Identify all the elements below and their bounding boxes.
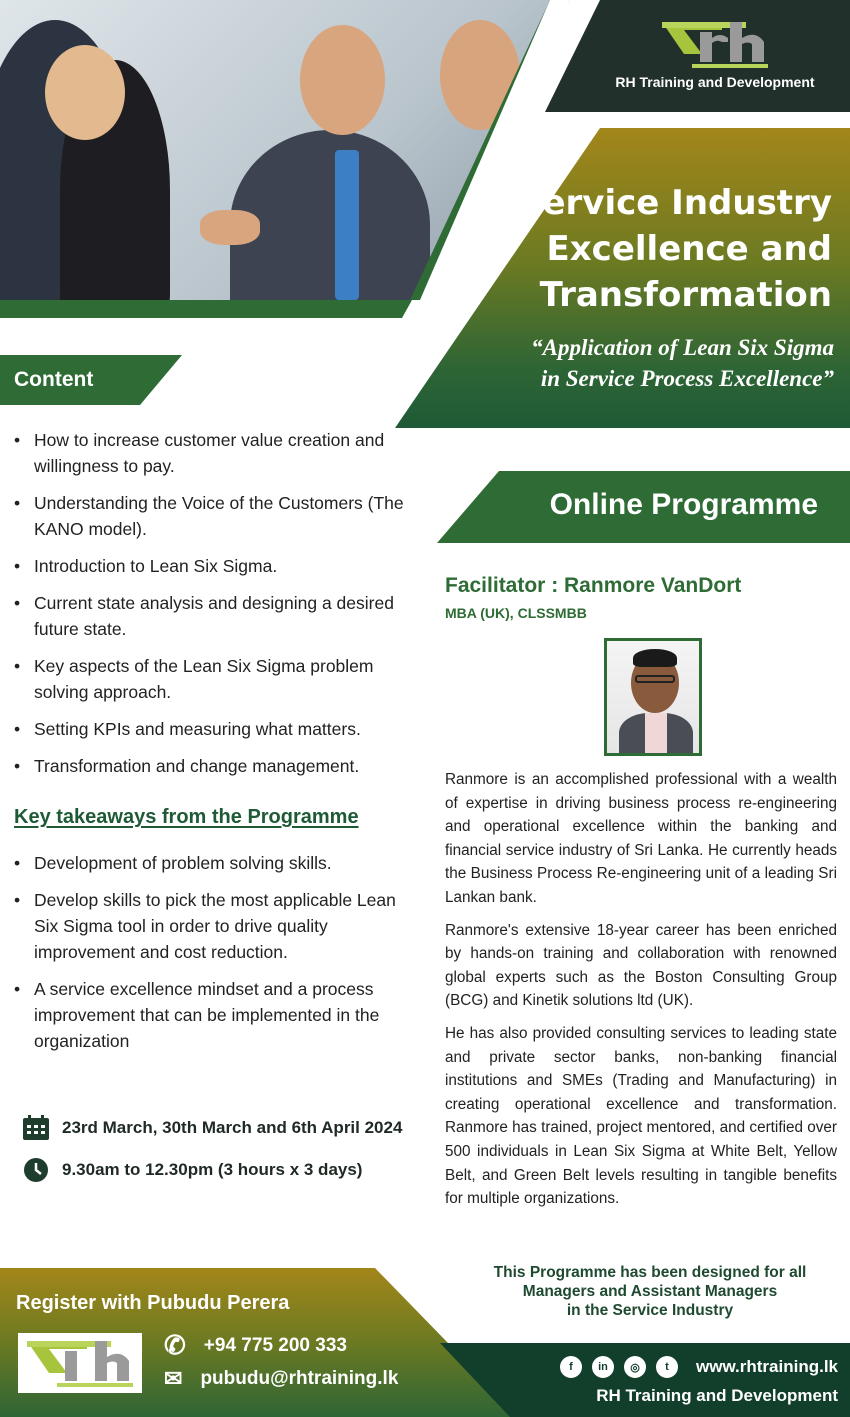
audience-line: Managers and Assistant Managers	[522, 1283, 778, 1300]
list-item: • Key aspects of the Lean Six Sigma problem solving approach.	[14, 653, 414, 705]
takeaways-heading: Key takeaways from the Programme	[14, 806, 359, 828]
facebook-icon[interactable]: f	[560, 1356, 582, 1378]
list-item: • Transformation and change management.	[14, 753, 414, 779]
linkedin-icon[interactable]: in	[592, 1356, 614, 1378]
content-list	[14, 427, 414, 790]
phone-icon: ✆	[164, 1330, 186, 1360]
rh-logo-icon	[662, 18, 768, 70]
instagram-icon[interactable]: ◎	[624, 1356, 646, 1378]
list-item: • Current state analysis and designing a desired future state.	[14, 590, 414, 642]
schedule-dates	[22, 1114, 402, 1142]
list-item: • Understanding the Voice of the Customers (The KANO model).	[14, 490, 414, 542]
target-audience	[470, 1263, 830, 1320]
dates-text: 23rd March, 30th March and 6th April 2024	[62, 1118, 403, 1137]
programme-title	[518, 180, 832, 318]
facilitator-photo	[604, 638, 702, 756]
brand-name: RH Training and Development	[615, 74, 815, 90]
hero-photo	[0, 0, 560, 300]
brand-logo	[600, 18, 830, 90]
social-links	[560, 1356, 838, 1378]
rh-logo-icon	[25, 1337, 135, 1389]
title-line: Excellence and	[546, 229, 832, 269]
title-line: Transformation	[539, 275, 832, 315]
list-item: • Development of problem solving skills.	[14, 850, 414, 876]
subtitle-line: in Service Process Excellence”	[540, 366, 834, 391]
online-programme-label: Online Programme	[549, 488, 818, 521]
phone-contact[interactable]	[164, 1330, 347, 1361]
footer-logo	[18, 1333, 142, 1393]
calendar-icon	[22, 1114, 50, 1142]
twitter-icon[interactable]: t	[656, 1356, 678, 1378]
list-item: • Setting KPIs and measuring what matters.	[14, 716, 414, 742]
schedule-time	[22, 1156, 362, 1184]
decorative-bar	[0, 300, 412, 318]
bio-paragraph: Ranmore's extensive 18-year career has been enriched by hands-on training and collaboration with renowned global experts such as the Boston Consulting Group (BCG) and Kinetik solutions ltd (UK).	[445, 921, 837, 1010]
list-item: • A service excellence mindset and a process improvement that can be implemented in the organization	[14, 976, 414, 1054]
takeaways-list	[14, 850, 414, 1065]
phone-number[interactable]: +94 775 200 333	[203, 1334, 347, 1356]
register-heading: Register with Pubudu Perera	[16, 1292, 290, 1314]
clock-icon	[22, 1156, 50, 1184]
content-heading: Content	[14, 368, 94, 391]
list-item: • Develop skills to pick the most applicable Lean Six Sigma tool in order to drive quality improvement and cost reduction.	[14, 887, 414, 965]
mail-icon: ✉	[164, 1366, 183, 1391]
bio-paragraph: Ranmore is an accomplished professional with a wealth of expertise in driving business process re-engineering and operational excellence within the banking and financial service industry of Sri Lanka. He currently heads the Business Process Re-engineering unit of a leading Sri Lankan bank.	[445, 771, 837, 906]
facilitator-name: Facilitator : Ranmore VanDort	[445, 574, 742, 597]
email-address[interactable]: pubudu@rhtraining.lk	[200, 1368, 399, 1389]
footer-brand-name: RH Training and Development	[596, 1386, 838, 1405]
subtitle-line: “Application of Lean Six Sigma	[531, 335, 834, 360]
title-line: Service Industry	[517, 183, 832, 223]
bio-paragraph: He has also provided consulting services to leading state and private sector banks, non-banking financial institutions and SMEs (Trading and Manufacturing) in creating operational excellence and transformation. Ranmore has trained, project mentored, and certified over 500 individuals in Lean Six Sigma at White Belt, Yellow Belt, and Green Belt levels resulting in tangible benefits for multiple organizations.	[445, 1024, 837, 1208]
list-item: • How to increase customer value creation and willingness to pay.	[14, 427, 414, 479]
list-item: • Introduction to Lean Six Sigma.	[14, 553, 414, 579]
email-contact[interactable]	[164, 1366, 398, 1392]
facilitator-bio	[445, 768, 837, 1220]
website-link[interactable]: www.rhtraining.lk	[696, 1357, 838, 1376]
audience-line: in the Service Industry	[566, 1302, 734, 1319]
time-text: 9.30am to 12.30pm (3 hours x 3 days)	[62, 1160, 363, 1179]
programme-subtitle	[531, 332, 834, 394]
facilitator-credentials: MBA (UK), CLSSMBB	[445, 605, 587, 621]
audience-line: This Programme has been designed for all	[493, 1264, 807, 1281]
